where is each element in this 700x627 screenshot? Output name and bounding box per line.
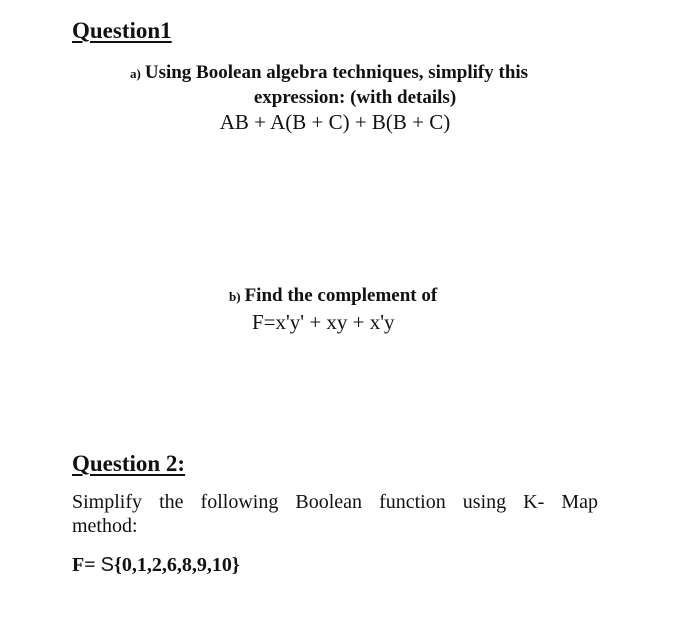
part-a-expression: AB + A(B + C) + B(B + C) — [219, 110, 451, 134]
question2-function — [72, 554, 240, 577]
part-b-question-line1: Find the complement of — [244, 285, 438, 306]
function-symbol: S — [100, 554, 114, 576]
part-b-expression: F=x'y' + xy + x'y — [252, 310, 395, 334]
function-terms: {0,1,2,6,8,9,10} — [113, 554, 240, 576]
question2-prompt-line1: Simplify the following Boolean function using K- Map — [72, 491, 598, 513]
function-prefix: F= — [72, 554, 96, 576]
part-a-label: a) — [130, 66, 141, 81]
question1-heading: Question1 — [72, 18, 172, 43]
question2-prompt-line2: method: — [72, 515, 138, 537]
part-b-label: b) — [229, 289, 241, 304]
part-b-first-line — [229, 285, 437, 307]
part-a-first-line — [130, 62, 528, 84]
question2-heading: Question 2: — [72, 451, 186, 476]
part-a-question-line1: Using Boolean algebra techniques, simplify this — [144, 62, 529, 83]
part-a-question-line2: expression: (with details) — [253, 87, 457, 108]
